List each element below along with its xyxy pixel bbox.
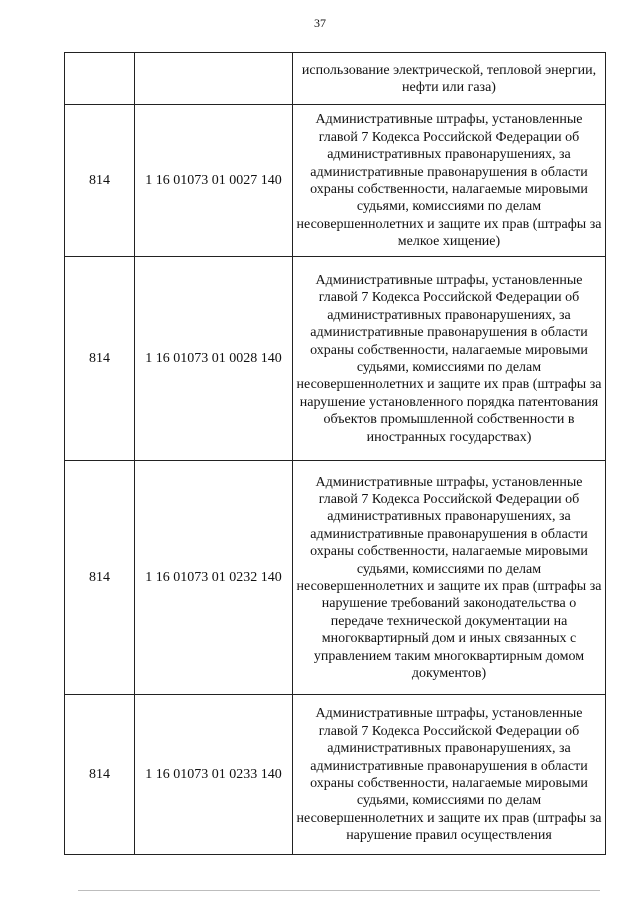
admin-code-cell: 814 bbox=[65, 461, 135, 695]
table-row bbox=[65, 461, 606, 695]
kbk-code-cell: 1 16 01073 01 0028 140 bbox=[135, 257, 293, 461]
description-cell: Административные штрафы, установленные главой 7 Кодекса Российской Федерации об административных правонарушениях, за административные правонарушения в области охраны собственности, налагаемые мировыми судьями, комиссиями по делам несовершеннолетних и защите их прав (штрафы за нарушение правил осуществления bbox=[293, 695, 606, 855]
description-cell: Административные штрафы, установленные главой 7 Кодекса Российской Федерации об административных правонарушениях, за административные правонарушения в области охраны собственности, налагаемые мировыми судьями, комиссиями по делам несовершеннолетних и защите их прав (штрафы за нарушение требований законодательства о передаче технической документации на многоквартирный дом и иных связанных с управлением таким многоквартирным домом документов) bbox=[293, 461, 606, 695]
description-cell: Административные штрафы, установленные главой 7 Кодекса Российской Федерации об административных правонарушениях, за административные правонарушения в области охраны собственности, налагаемые мировыми судьями, комиссиями по делам несовершеннолетних и защите их прав (штрафы за нарушение установленного порядка патентования объектов промышленной собственности в иностранных государствах) bbox=[293, 257, 606, 461]
kbk-code-cell bbox=[135, 53, 293, 105]
kbk-code-cell: 1 16 01073 01 0232 140 bbox=[135, 461, 293, 695]
table-row bbox=[65, 257, 606, 461]
kbk-code-cell: 1 16 01073 01 0233 140 bbox=[135, 695, 293, 855]
description-cell: использование электрической, тепловой энергии, нефти или газа) bbox=[293, 53, 606, 105]
admin-code-cell: 814 bbox=[65, 105, 135, 257]
kbk-code-cell: 1 16 01073 01 0027 140 bbox=[135, 105, 293, 257]
budget-codes-table bbox=[64, 52, 606, 855]
page-number: 37 bbox=[314, 16, 326, 30]
admin-code-cell: 814 bbox=[65, 257, 135, 461]
table-row bbox=[65, 695, 606, 855]
admin-code-cell: 814 bbox=[65, 695, 135, 855]
admin-code-cell bbox=[65, 53, 135, 105]
table-row bbox=[65, 105, 606, 257]
table-row bbox=[65, 53, 606, 105]
description-cell: Административные штрафы, установленные главой 7 Кодекса Российской Федерации об административных правонарушениях, за административные правонарушения в области охраны собственности, налагаемые мировыми судьями, комиссиями по делам несовершеннолетних и защите их прав (штрафы за мелкое хищение) bbox=[293, 105, 606, 257]
scan-edge-line bbox=[78, 890, 600, 891]
